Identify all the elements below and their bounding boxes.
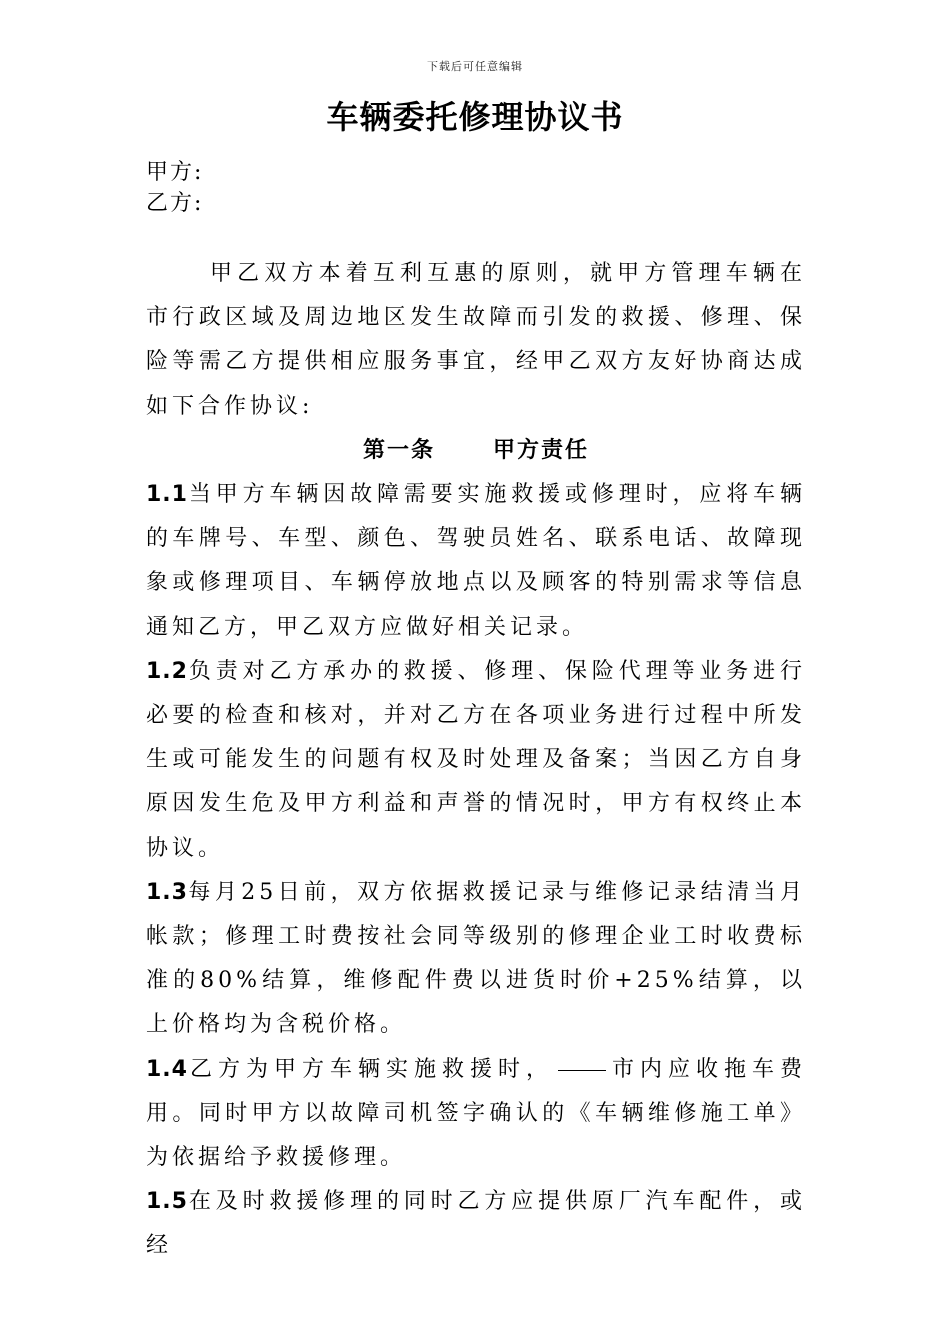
article-heading bbox=[146, 429, 806, 473]
clause-text: 每月25日前，双方依据救援记录与维修记录结清当月帐款；修理工时费按社会同等级别的修理企业工时收费标准的80%结算，维修配件费以进货时价+25%结算，以上价格均为含税价格。 bbox=[146, 879, 806, 1038]
clause-number: 1.1 bbox=[146, 482, 188, 508]
header-note: 下载后可任意编辑 bbox=[427, 60, 523, 73]
clause-text: 负责对乙方承办的救援、修理、保险代理等业务进行必要的检查和核对，并对乙方在各项业务进行过程中所发生或可能发生的问题有权及时处理及备案；当因乙方自身原因发生危及甲方利益和声誉的情况时，甲方有权终止本协议。 bbox=[146, 658, 806, 861]
party-b-label: 乙方: bbox=[146, 191, 204, 216]
clause-number: 1.5 bbox=[146, 1189, 188, 1215]
clause-number: 1.4 bbox=[146, 1056, 188, 1082]
clause-1-5 bbox=[146, 1180, 806, 1268]
clause-1-3 bbox=[146, 871, 806, 1048]
clause-text-before-blank: 乙方为甲方车辆实施救援时， bbox=[187, 1056, 554, 1082]
clause-text: 当甲方车辆因故障需要实施救援或修理时，应将车辆的车牌号、车型、颜色、驾驶员姓名、联系电话、故障现象或修理项目、车辆停放地点以及顾客的特别需求等信息通知乙方，甲乙双方应做好相关记录。 bbox=[146, 482, 806, 640]
clause-text: 在及时救援修理的同时乙方应提供原厂汽车配件，或经 bbox=[146, 1189, 806, 1259]
document-title: 车辆委托修理协议书 bbox=[326, 98, 624, 136]
article-heading-text: 甲方责任 bbox=[493, 437, 590, 463]
intro-paragraph: 甲乙双方本着互利互惠的原则，就甲方管理车辆在市行政区域及周边地区发生故障而引发的救援、修理、保险等需乙方提供相应服务事宜，经甲乙双方友好协商达成如下合作协议: bbox=[146, 261, 806, 419]
clause-1-2 bbox=[146, 650, 806, 871]
clause-1-4 bbox=[146, 1048, 806, 1181]
clause-number: 1.2 bbox=[146, 658, 188, 684]
document-body bbox=[146, 252, 806, 1269]
party-a-label: 甲方: bbox=[146, 160, 204, 185]
fill-in-blank bbox=[558, 1069, 606, 1071]
article-number: 第一条 bbox=[362, 437, 435, 463]
clause-1-1 bbox=[146, 473, 806, 650]
clause-number: 1.3 bbox=[146, 879, 188, 905]
clause-text-after-blank: 市内应收拖车费用。同时甲方以故障司机签字确认的《车辆维修施工单》为依据给予救援修理。 bbox=[146, 1056, 806, 1171]
